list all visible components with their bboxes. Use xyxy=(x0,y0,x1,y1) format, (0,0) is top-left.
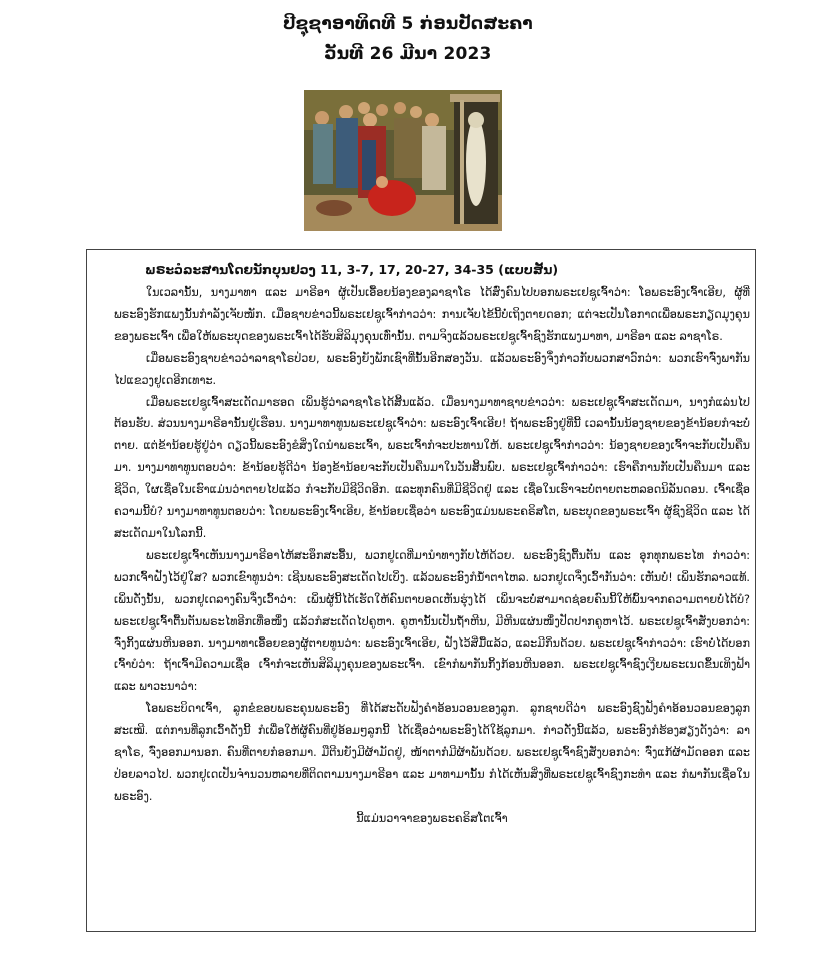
raising-of-lazarus-painting xyxy=(304,90,502,231)
gospel-paragraph: ພຣະເຢຊູເຈົ້າເຫັນນາງມາຣີອາໄຫ້ສະອຶກສະອື້ນ, ພວກຢູເດທີ່ມານຳທາງກັບໄຫ້ດ້ວຍ. ພຣະອົງຊົງຕື້ນຕັນ ແລະ ອຸກທຸກພຣະໄທ ກ່າວວ່າ: ພວກເຈົ້າຝັງໄວ້ຢູ່ໃສ? ພວກເຂົາທູນວ່າ: ເຊີນພຣະອົງສະເດັດໄປເບິ່ງ. ແລ້ວພຣະອົງກໍນ້ຳຕາໄຫລ. ພວກຢູເດຈຶ່ງເວົ້າກັນວ່າ: ເຫັນບໍ່! ເພິ່ນຮັກລາວແທ້. ເພິ່ນດັ່ງນັ້ນ, ພວກຢູເດລາງຄົນຈຶ່ງເວົ້າວ່າ: ເພິ່ນຜູ້ນີ້ໄດ້ເຮັດໃຫ້ຄົນຕາບອດເຫັນຮຸ່ງໄດ້ ເພິ່ນຈະບໍ່ສາມາດຊ່ອຍຄົນນີ້ໃຫ້ພົ້ນຈາກຄວາມຕາຍບໍ່ໄດ້ບໍ? ພຣະເຢຊູເຈົ້າຕື້ນຕັນພຣະໄທອີກເທື່ອໜຶ່ງ ແລ້ວກໍສະເດັດໄປຄູຫາ. ຄູຫານັ້ນເປັນຖ້ຳຫີນ, ມີຫີນແຜ່ນໜຶ່ງປັດປາກຄູຫາໄວ້. ພຣະເຢຊູເຈົ້າສັ່ງບອກວ່າ: ຈົ່ງກິ້ງແຜ່ນຫີນອອກ. ນາງມາທາເອື້ອຍຂອງຜູ້ຕາຍທູນວ່າ: ພຣະອົງເຈົ້າເອີຍ, ຝັງໄວ້ສີ່ມື້ແລ້ວ, ແລະມີກິ່ນດ້ວຍ. ພຣະເຢຊູເຈົ້າກ່າວວ່າ: ເຮົາບໍ່ໄດ້ບອກເຈົ້າບໍວ່າ: ຖ້າເຈົ້າມີຄວາມເຊື່ອ ເຈົ້າກໍຈະເຫັນສິລິມຸງຄຸນຂອງພຣະເຈົ້າ. ເຂົາກໍພາກັນກິ້ງກ້ອນຫີນອອກ. ພຣະເຢຊູເຈົ້າຊົງເງີຍພຣະເນດຂຶ້ນເທິງຟ້າ ແລະ ພາວະນາວ່າ: xyxy=(114,548,750,694)
gospel-reference: ພຣະວໍລະສານໂດຍນັກບຸນຢວງ 11, 3-7, 17, 20-27, 34-35 (ແບບສັ້ນ) xyxy=(145,262,559,277)
gospel-paragraph: ໃນເວລານັ້ນ, ນາງມາທາ ແລະ ມາຣີອາ ຜູ້ເປັນເອື້ອຍນ້ອງຂອງລາຊາໂຣ ໄດ້ສົ່ງຄົນໄປບອກພຣະເຢຊູເຈົ້າວ່າ: ໂອພຣະອົງເຈົ້າເອີຍ, ຜູ້ທີ່ພຣະອົງຮັກແພງນັ້ນກຳລັງເຈັບໜັກ. ເມື່ອຊາບຂ່າວນີ້ພຣະເຢຊູເຈົ້າກ່າວວ່າ: ການເຈັບໄຂ້ນີ້ບໍ່ເຖິງຕາຍດອກ; ແຕ່ຈະເປັນໂອກາດເພື່ອພຣະກຽດມຸງຄຸນຂອງພຣະເຈົ້າ ເພື່ອໃຫ້ພຣະບຸດຂອງພຣະເຈົ້າໄດ້ຮັບສິລິມຸງຄຸນເທົ່ານັ້ນ. ຕາມຈິງແລ້ວພຣະເຢຊູເຈົ້າຊົງຮັກແພງມາທາ, ມາຣີອາ ແລະ ລາຊາໂຣ. xyxy=(114,286,750,343)
gospel-closing: ນີ້ແມ່ນວາຈາຂອງພຣະຄຣິສໂຕເຈົ້າ xyxy=(356,811,508,825)
gospel-paragraph: ເມື່ອພຣະອົງຊາບຂ່າວວ່າລາຊາໂຣປ່ວຍ, ພຣະອົງຍັງພັກເຊົາທີ່ນັ້ນອີກສອງວັນ. ແລ້ວພຣະອົງຈຶ່ງກ່າວກັບພວກສາວົກວ່າ: ພວກເຮົາຈົ່ງພາກັນໄປແຂວງຢູເດອີກເທາະ. xyxy=(114,351,750,387)
page-date: ວັນທີ 26 ມີນາ 2023 xyxy=(324,44,492,64)
gospel-paragraph: ເມື່ອພຣະເຢຊູເຈົ້າສະເດັດມາຮອດ ເພິ່ນຮູ້ວ່າລາຊາໂຣໄດ້ສິ້ນແລ້ວ. ເມື່ອນາງມາທາຊາບຂ່າວວ່າ: ພຣະເຢຊູເຈົ້າສະເດັດມາ, ນາງກໍແລ່ນໄປຕ້ອນຮັບ. ສ່ວນນາງມາຣີອານັ້ນຢູ່ເຮືອນ. ນາງມາທາທູນພຣະເຢຊູເຈົ້າວ່າ: ພຣະອົງເຈົ້າເອີຍ! ຖ້າພຣະອົງຢູ່ທີ່ນີ້ ເວລານັ້ນນ້ອງຊາຍຂອງຂ້ານ້ອຍກໍຈະບໍ່ຕາຍ. ແຕ່ຂ້ານ້ອຍຮູ້ຢູ່ວ່າ ດຽວນີ້ພຣະອົງຂໍສິ່ງໃດນຳພຣະເຈົ້າ, ພຣະເຈົ້າກໍຈະປະທານໃຫ້. ພຣະເຢຊູເຈົ້າກ່າວວ່າ: ນ້ອງຊາຍຂອງເຈົ້າຈະກັບເປັນຄືນມາ. ນາງມາທາທູນຕອບວ່າ: ຂ້ານ້ອຍຮູ້ດີວ່າ ນ້ອງຂ້ານ້ອຍຈະກັບເປັນຄືນມາໃນວັນສິ້ນພົບ. ພຣະເຢຊູເຈົ້າກ່າວວ່າ: ເຮົາຄືການກັບເປັນຄືນມາ ແລະ ຊີວິດ, ໃຜເຊື່ອໃນເຮົາແມ່ນວ່າຕາຍໄປແລ້ວ ກໍຈະກັບມີຊີວິດອີກ. ແລະທຸກຄົນທີ່ມີຊີວິດຢູ່ ແລະ ເຊື່ອໃນເຮົາຈະບໍ່ຕາຍຕະຫລອດນິລັນດອນ. ເຈົ້າເຊື່ອຄວາມນີ້ບໍ? ນາງມາທາທູນຕອບວ່າ: ໂດຍພຣະອົງເຈົ້າເອີຍ, ຂ້ານ້ອຍເຊື່ອວ່າ ພຣະອົງແມ່ນພຣະຄຣິສໂຕ, ພຣະບຸດຂອງພຣະເຈົ້າ ຜູ້ຊົງຊີວິດ ແລະ ໄດ້ສະເດັດມາໃນໂລກນີ້. xyxy=(114,395,750,540)
gospel-text xyxy=(114,282,750,830)
page-title: ປີຊຸຊາອາທິດທີ 5 ກ່ອນປັດສະຄາ xyxy=(283,14,533,34)
gospel-paragraph: ໂອພຣະບິດາເຈົ້າ, ລູກຂໍຂອບພຣະຄຸນພຣະອົງ ທີ່ໄດ້ສະດັບຟັງຄຳອ້ອນວອນຂອງລູກ. ລູກຊາບດີວ່າ ພຣະອົງຊົງຟັງຄຳອ້ອນວອນຂອງລູກສະເໝີ. ແຕ່ການທີ່ລູກເວົ້າດັ່ງນີ້ ກໍເພື່ອໃຫ້ຜູ້ຄົນທີ່ຢູ່ອ້ອມໆລູກນີ້ ໄດ້ເຊື່ອວ່າພຣະອົງໄດ້ໃຊ້ລູກມາ. ກ່າວດັ່ງນີ້ແລ້ວ, ພຣະອົງກໍຮ້ອງສຽງດັງວ່າ: ລາຊາໂຣ, ຈົ່ງອອກມານອກ. ຄົນທີ່ຕາຍກໍອອກມາ. ມືຕີນຍັງມີຜ້າມັດຢູ່, ໜ້າຕາກໍມີຜ້າພັນດ້ວຍ. ພຣະເຢຊູເຈົ້າຊົງສັ່ງບອກວ່າ: ຈົ່ງແກ້ຜ້າມັດອອກ ແລະ ປ່ອຍລາວໄປ. ພວກຢູເດເປັນຈຳນວນຫລາຍທີ່ຕິດຕາມນາງມາຣີອາ ແລະ ມາທາມານັ້ນ ກໍໄດ້ເຫັນສິ່ງທີ່ພຣະເຢຊູເຈົ້າຊົງກະທຳ ແລະ ກໍພາກັນເຊື່ອໃນພຣະອົງ. xyxy=(114,702,750,803)
